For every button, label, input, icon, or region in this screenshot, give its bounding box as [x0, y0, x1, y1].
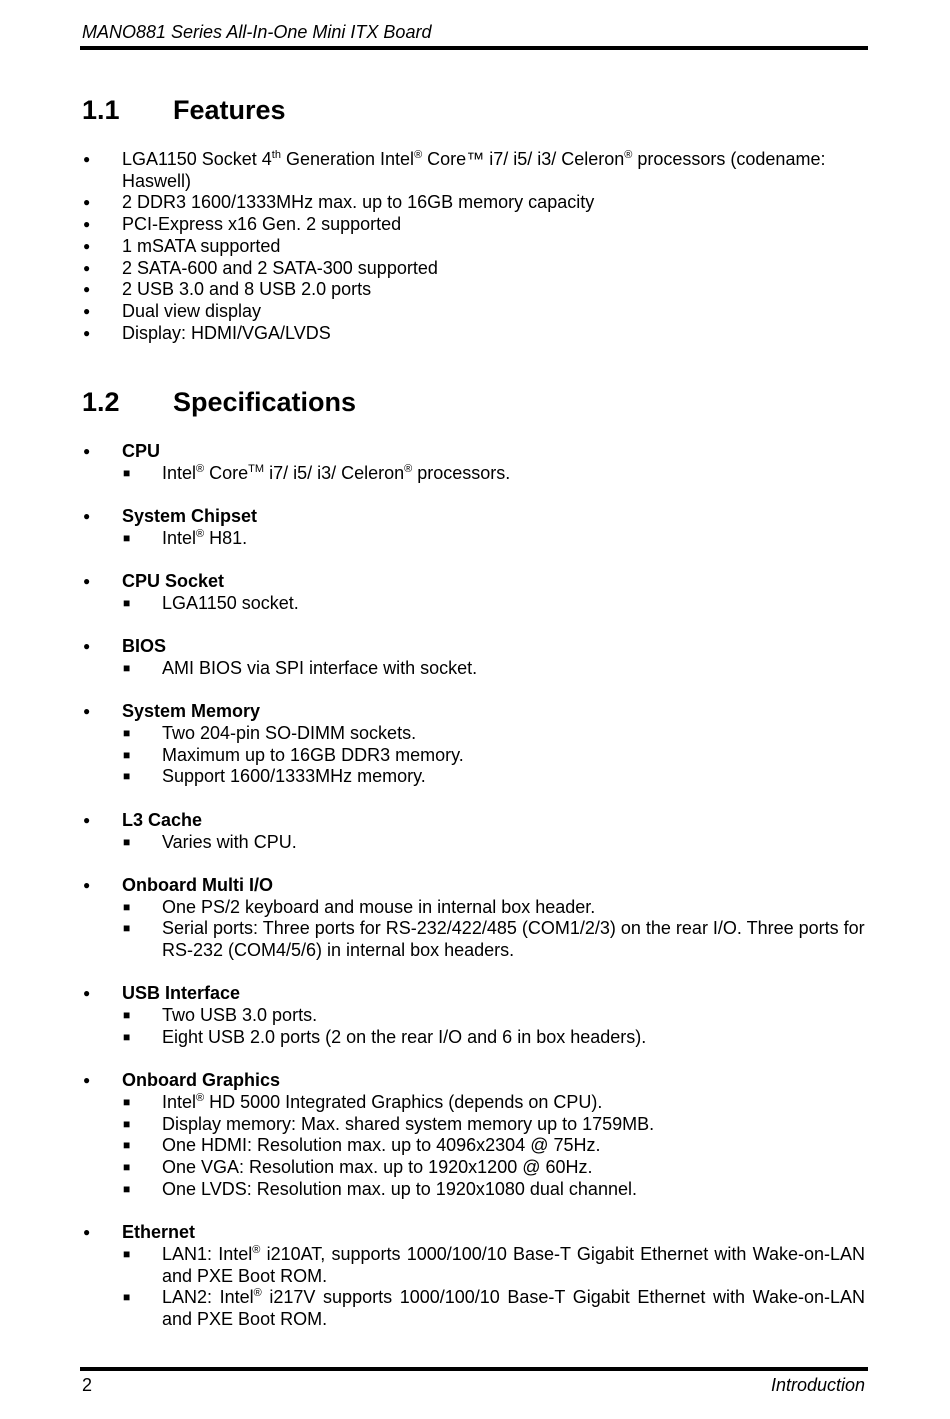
features-heading — [82, 95, 286, 126]
spec-group-title: ● Ethernet — [0, 1222, 950, 1244]
spec-item: ■ LAN2: Intel® i217V supports 1000/100/10 Base-T Gigabit Ethernet with Wake-on-LAN and PXE Boot ROM. — [0, 1287, 950, 1330]
spec-group — [0, 636, 950, 679]
specifications-heading — [82, 387, 356, 418]
section-name: Introduction — [770, 1375, 865, 1395]
spec-group-title: ● System Memory — [0, 701, 950, 723]
spec-item: ■ One HDMI: Resolution max. up to 4096x2304 @ 75Hz. — [0, 1135, 950, 1157]
spec-item: ■ Two 204-pin SO-DIMM sockets. — [0, 723, 950, 745]
spec-item: ■ Intel® H81. — [0, 528, 950, 550]
page-number: 2 — [82, 1375, 93, 1395]
spec-group — [0, 441, 950, 484]
spec-item: ■ Eight USB 2.0 ports (2 on the rear I/O and 6 in box headers). — [0, 1027, 950, 1049]
document-title: MANO881 Series All-In-One Mini ITX Board — [82, 22, 432, 42]
spec-group — [0, 810, 950, 853]
spec-item: ■ AMI BIOS via SPI interface with socket. — [0, 658, 950, 680]
spec-item: ■ One LVDS: Resolution max. up to 1920x1080 dual channel. — [0, 1179, 950, 1201]
spec-group-title: ● CPU Socket — [0, 571, 950, 593]
spec-group — [0, 983, 950, 1048]
spec-item: ■ Varies with CPU. — [0, 832, 950, 854]
feature-item: ● 2 DDR3 1600/1333MHz max. up to 16GB memory capacity — [0, 192, 950, 214]
feature-item: ● Display: HDMI/VGA/LVDS — [0, 323, 950, 345]
spec-group-title: ● USB Interface — [0, 983, 950, 1005]
spec-group-title: ● System Chipset — [0, 506, 950, 528]
features-number: 1.1 — [82, 95, 120, 125]
spec-item: ■ LAN1: Intel® i210AT, supports 1000/100/10 Base-T Gigabit Ethernet with Wake-on-LAN and PXE Boot ROM. — [0, 1244, 950, 1287]
spec-item: ■ Two USB 3.0 ports. — [0, 1005, 950, 1027]
spec-group-title: ● Onboard Multi I/O — [0, 875, 950, 897]
spec-item: ■ Intel® Core™ i7/ i5/ i3/ Celeron® processors. — [0, 463, 950, 485]
specifications-number: 1.2 — [82, 387, 120, 417]
feature-item: ● PCI-Express x16 Gen. 2 supported — [0, 214, 950, 236]
feature-item: ● 2 USB 3.0 and 8 USB 2.0 ports — [0, 279, 950, 301]
feature-item: ● 2 SATA-600 and 2 SATA-300 supported — [0, 258, 950, 280]
specifications-title: Specifications — [173, 387, 357, 417]
footer-divider — [80, 1367, 868, 1371]
header-divider — [80, 46, 868, 50]
spec-group — [0, 701, 950, 788]
spec-group — [0, 1070, 950, 1200]
spec-item: ■ LGA1150 socket. — [0, 593, 950, 615]
spec-group-title: ● L3 Cache — [0, 810, 950, 832]
features-list — [0, 149, 950, 344]
feature-item: ● LGA1150 Socket 4th Generation Intel® Core™ i7/ i5/ i3/ Celeron® processors (codename: Haswell) — [0, 149, 950, 192]
spec-item: ■ Display memory: Max. shared system memory up to 1759MB. — [0, 1114, 950, 1136]
spec-item: ■ Serial ports: Three ports for RS-232/422/485 (COM1/2/3) on the rear I/O. Three ports for RS-232 (COM4/5/6) in internal box headers. — [0, 918, 950, 961]
specifications-list — [0, 441, 950, 1352]
spec-group-title: ● BIOS — [0, 636, 950, 658]
spec-item: ■ Support 1600/1333MHz memory. — [0, 766, 950, 788]
spec-group — [0, 875, 950, 962]
spec-item: ■ Maximum up to 16GB DDR3 memory. — [0, 745, 950, 767]
feature-item: ● Dual view display — [0, 301, 950, 323]
features-title: Features — [173, 95, 286, 125]
spec-group — [0, 1222, 950, 1331]
spec-item: ■ One VGA: Resolution max. up to 1920x1200 @ 60Hz. — [0, 1157, 950, 1179]
spec-group-title: ● CPU — [0, 441, 950, 463]
spec-group-title: ● Onboard Graphics — [0, 1070, 950, 1092]
spec-item: ■ One PS/2 keyboard and mouse in internal box header. — [0, 897, 950, 919]
feature-item: ● 1 mSATA supported — [0, 236, 950, 258]
spec-group — [0, 506, 950, 549]
spec-item: ■ Intel® HD 5000 Integrated Graphics (depends on CPU). — [0, 1092, 950, 1114]
spec-group — [0, 571, 950, 614]
